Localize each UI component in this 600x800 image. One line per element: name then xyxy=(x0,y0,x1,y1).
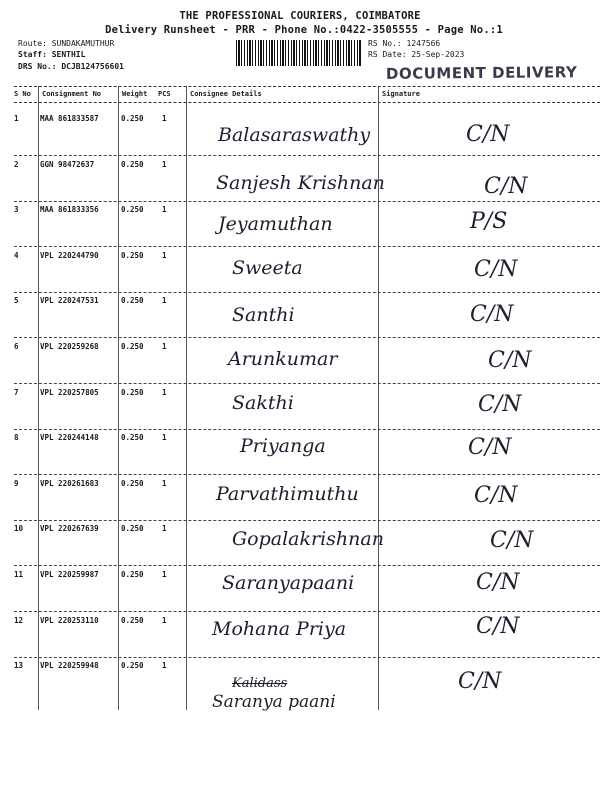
consignee-handwritten: Saranyapaani xyxy=(222,572,355,594)
row-weight: 0.250 xyxy=(121,433,144,443)
table-row xyxy=(0,338,600,384)
barcode xyxy=(236,40,362,66)
drs-number: DRS No.: DCJB124756601 xyxy=(18,62,124,71)
row-consignment-no: VPL 220259948 xyxy=(40,661,99,671)
rs-date: RS Date: 25-Sep-2023 xyxy=(368,50,465,59)
table-row xyxy=(0,110,600,156)
row-pcs: 1 xyxy=(162,342,167,351)
route-label: Route: SUNDAKAMUTHUR xyxy=(18,39,115,48)
row-pcs: 1 xyxy=(162,387,167,397)
signature-mark: C/N xyxy=(458,669,502,695)
row-consignment-no: VPL 220244790 xyxy=(40,250,99,260)
col-header-consignment: Consignment No xyxy=(42,90,102,98)
row-consignment-no: VPL 220247531 xyxy=(40,296,99,306)
row-weight: 0.250 xyxy=(121,250,144,260)
table-row xyxy=(0,475,600,521)
signature-mark: C/N xyxy=(478,391,522,417)
signature-mark: P/S xyxy=(470,209,508,235)
col-header-pcs: PCS xyxy=(158,90,171,98)
row-consignment-no: MAA 861833587 xyxy=(40,114,99,123)
table-row xyxy=(0,384,600,430)
row-sno: 9 xyxy=(14,478,19,488)
consignee-handwritten: Jeyamuthan xyxy=(218,213,333,236)
document-delivery-stamp: DOCUMENT DELIVERY xyxy=(385,63,578,83)
company-title: THE PROFESSIONAL COURIERS, COIMBATORE xyxy=(179,10,421,22)
col-header-consignee: Consignee Details xyxy=(190,90,262,98)
struck-consignee-name: Kalidass xyxy=(232,676,288,691)
consignee-handwritten: Priyanga xyxy=(240,435,326,458)
signature-mark: C/N xyxy=(476,570,520,595)
header-bottom-rule xyxy=(14,102,600,103)
row-pcs: 1 xyxy=(162,615,167,625)
table-row xyxy=(0,201,600,247)
row-consignment-no: VPL 220253110 xyxy=(40,615,99,625)
signature-mark: C/N xyxy=(488,348,532,373)
row-weight: 0.250 xyxy=(121,159,144,169)
col-header-weight: Weight xyxy=(122,90,148,98)
signature-mark: C/N xyxy=(484,173,528,199)
staff-label: Staff: SENTHIL xyxy=(18,50,86,59)
row-consignment-no: VPL 220267639 xyxy=(40,524,99,534)
rs-number: RS No.: 1247566 xyxy=(368,39,441,48)
row-pcs: 1 xyxy=(162,159,167,169)
table-row xyxy=(0,156,600,202)
row-sno: 10 xyxy=(14,524,24,534)
consignee-handwritten: Saranya paani xyxy=(212,692,336,712)
row-weight: 0.250 xyxy=(121,205,144,215)
signature-mark: C/N xyxy=(470,302,514,328)
row-pcs: 1 xyxy=(162,250,167,260)
consignee-handwritten: Arunkumar xyxy=(228,348,338,370)
row-pcs: 1 xyxy=(162,205,167,215)
row-pcs: 1 xyxy=(162,524,167,534)
table-row xyxy=(0,520,600,566)
row-sno: 11 xyxy=(14,570,24,579)
row-sno: 6 xyxy=(14,342,19,351)
row-pcs: 1 xyxy=(162,661,167,671)
row-weight: 0.250 xyxy=(121,387,144,397)
row-weight: 0.250 xyxy=(121,478,144,488)
row-pcs: 1 xyxy=(162,570,167,579)
row-consignment-no: VPL 220244148 xyxy=(40,433,99,443)
consignee-handwritten: Sanjesh Krishnan xyxy=(216,171,385,194)
table-row xyxy=(0,292,600,338)
col-header-signature: Signature xyxy=(382,90,420,98)
col-header-sno: S No xyxy=(14,90,31,98)
table-row xyxy=(0,612,600,658)
signature-mark: C/N xyxy=(490,528,534,554)
row-consignment-no: VPL 220259268 xyxy=(40,342,99,351)
signature-mark: C/N xyxy=(468,435,512,461)
table-row xyxy=(0,566,600,612)
table-row xyxy=(0,429,600,475)
signature-mark: C/N xyxy=(466,122,510,147)
table-row xyxy=(0,247,600,293)
consignee-handwritten: Sweeta xyxy=(232,256,303,279)
row-sno: 2 xyxy=(14,159,19,169)
row-sno: 5 xyxy=(14,296,19,306)
consignee-handwritten: Gopalakrishnan xyxy=(232,528,384,551)
row-sno: 3 xyxy=(14,205,19,215)
row-weight: 0.250 xyxy=(121,661,144,671)
row-weight: 0.250 xyxy=(121,524,144,534)
row-sno: 1 xyxy=(14,114,19,123)
row-sno: 7 xyxy=(14,387,19,397)
row-consignment-no: MAA 861833356 xyxy=(40,205,99,215)
row-consignment-no: GGN 98472637 xyxy=(40,159,95,169)
row-weight: 0.250 xyxy=(121,570,144,579)
header-top-rule xyxy=(14,86,600,87)
row-pcs: 1 xyxy=(162,478,167,488)
row-consignment-no: VPL 220259987 xyxy=(40,570,99,579)
row-pcs: 1 xyxy=(162,296,167,306)
runsheet-title: Delivery Runsheet - PRR - Phone No.:0422-3505555 - Page No.:1 xyxy=(105,24,503,36)
row-weight: 0.250 xyxy=(121,342,144,351)
signature-mark: C/N xyxy=(476,613,520,639)
row-sno: 8 xyxy=(14,433,19,443)
row-weight: 0.250 xyxy=(121,114,144,123)
row-sno: 4 xyxy=(14,250,19,260)
consignee-handwritten: Santhi xyxy=(232,304,295,327)
row-consignment-no: VPL 220261683 xyxy=(40,478,99,488)
row-weight: 0.250 xyxy=(121,615,144,625)
row-pcs: 1 xyxy=(162,433,167,443)
consignee-handwritten: Sakthi xyxy=(232,391,294,414)
row-weight: 0.250 xyxy=(121,296,144,306)
consignee-handwritten: Parvathimuthu xyxy=(216,482,359,505)
signature-mark: C/N xyxy=(474,482,518,508)
row-pcs: 1 xyxy=(162,114,167,123)
row-consignment-no: VPL 220257805 xyxy=(40,387,99,397)
row-sno: 13 xyxy=(14,661,24,671)
consignee-handwritten: Mohana Priya xyxy=(212,617,347,640)
row-sno: 12 xyxy=(14,615,24,625)
consignee-handwritten: Balasaraswathy xyxy=(218,124,371,146)
signature-mark: C/N xyxy=(474,256,518,282)
